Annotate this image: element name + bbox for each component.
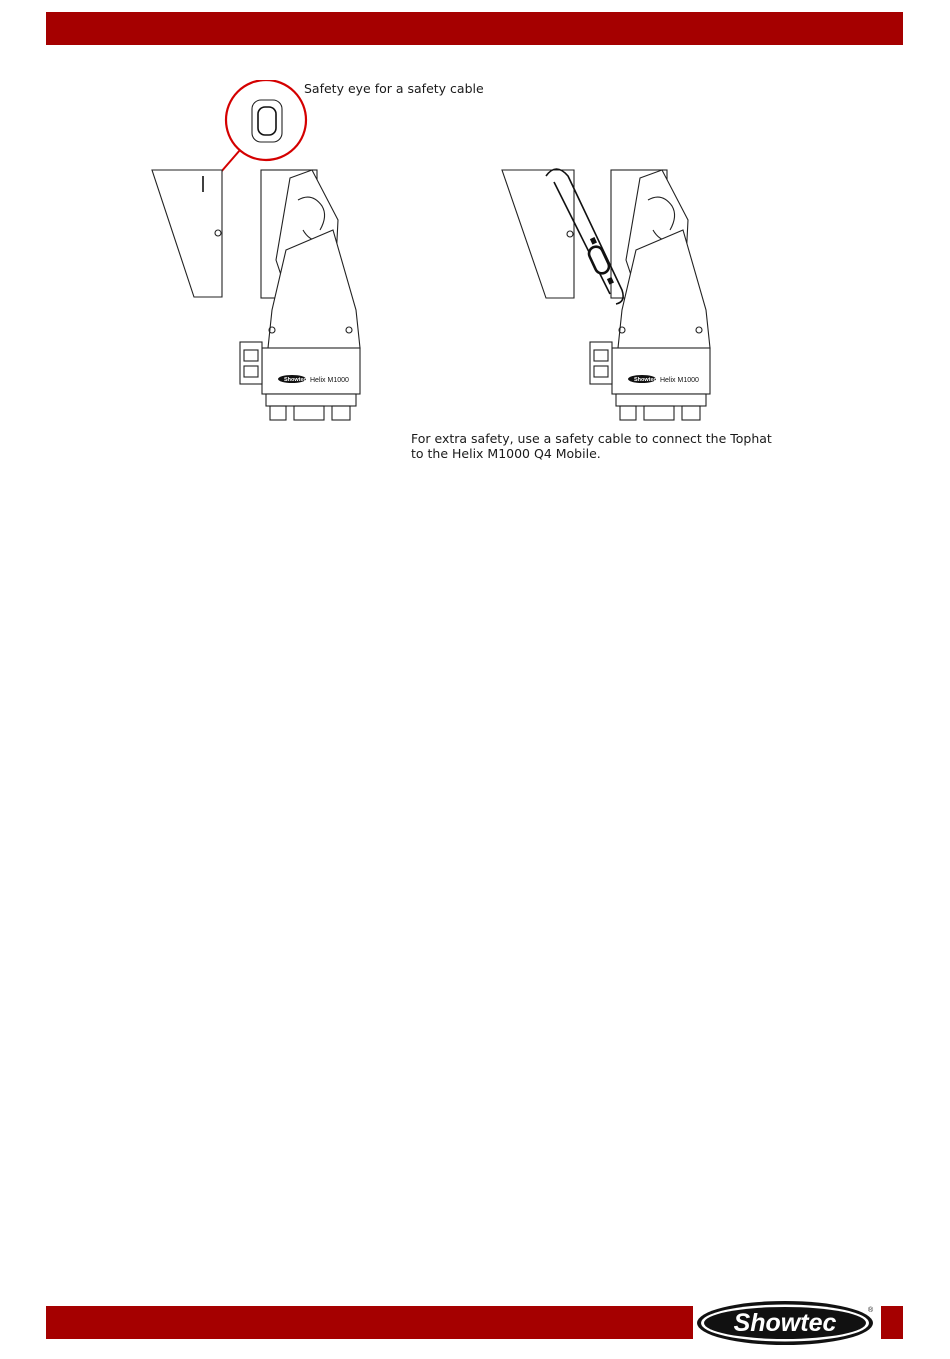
tophat-shape-right — [502, 170, 574, 298]
extra-safety-caption — [411, 431, 811, 461]
footer-bar — [46, 1306, 693, 1339]
footer-tab — [881, 1306, 903, 1339]
extra-safety-line-2: to the Helix M1000 Q4 Mobile. — [411, 446, 601, 461]
extra-safety-line-1: For extra safety, use a safety cable to connect the Tophat — [411, 431, 772, 446]
showtec-logo — [695, 1298, 878, 1348]
tophat-shape — [152, 170, 222, 297]
model-label-left: Helix M1000 — [310, 377, 349, 384]
logo-text: Showtec — [733, 1309, 837, 1337]
figure-safety-eye — [148, 80, 368, 425]
figure-safety-cable — [498, 162, 720, 425]
header-bar — [46, 12, 903, 45]
brand-badge-left: Showtec — [284, 377, 307, 383]
model-label-right: Helix M1000 — [660, 377, 699, 384]
safety-eye-caption: Safety eye for a safety cable — [304, 81, 484, 96]
logo-registered-mark: ® — [868, 1307, 874, 1314]
safety-eye-callout — [226, 80, 306, 160]
brand-badge-right: Showtec — [634, 377, 657, 383]
